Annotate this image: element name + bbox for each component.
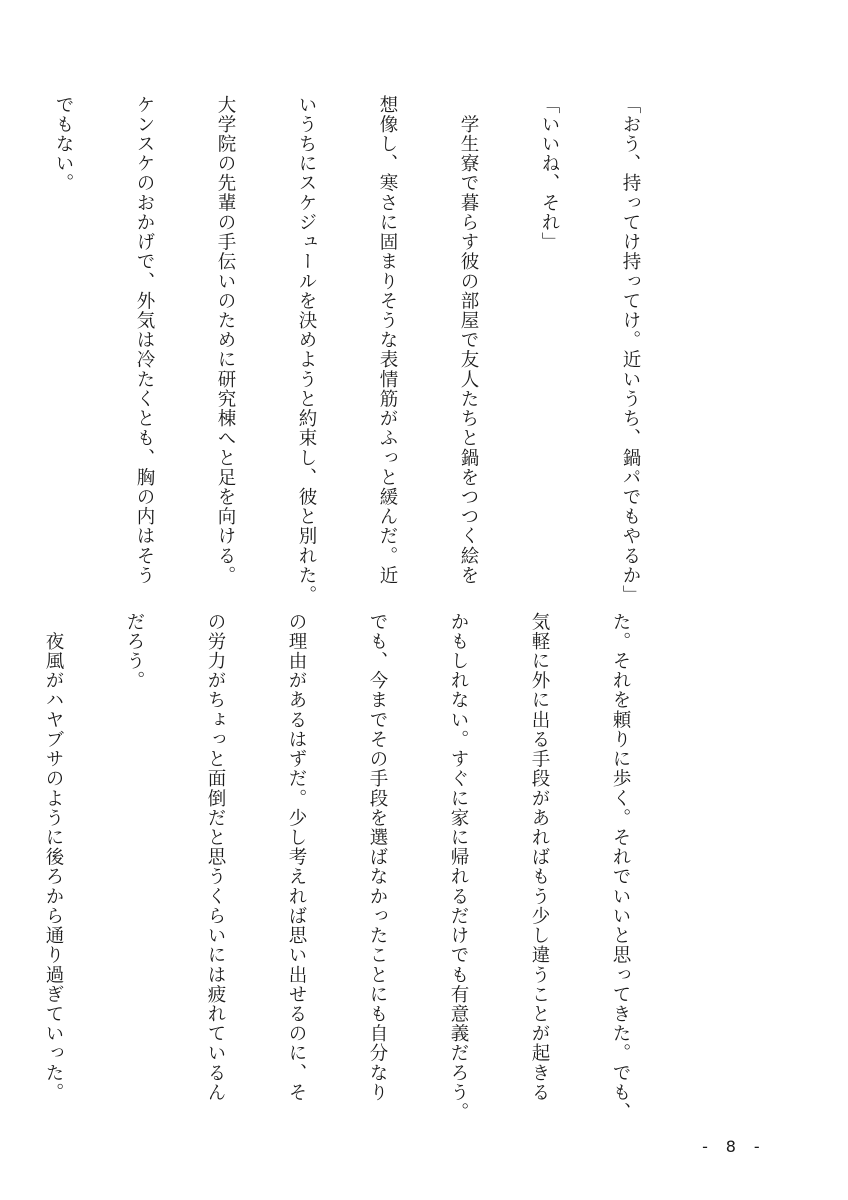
upper-text-block (0, 95, 698, 615)
text-line: 想像し、寒さに固まりそうな表情筋がふっと緩んだ。近 (377, 95, 398, 586)
text-line: でも、今までその手段を選ばなかったことにも自分なり (367, 612, 388, 1103)
page-number: - 8 - (702, 1137, 766, 1156)
text-line: 学生寮で暮らす彼の部屋で友人たちと鍋をつつく絵を (458, 95, 479, 586)
text-line: でもない。 (53, 95, 74, 194)
text-line: 夜風がハヤブサのように後ろから通り過ぎていった。 (43, 612, 64, 1103)
text-line: 「おう、持ってけ持ってけ。近いうち、鍋パでもやるか」 (620, 95, 641, 605)
text-line: た。それを頼りに歩く。それでいいと思ってきた。でも、 (610, 612, 631, 1122)
text-line: 「いいね、それ」 (539, 95, 560, 252)
text-line: の労力がちょっと面倒だと思うくらいには疲れているん (205, 612, 226, 1103)
text-line: の理由があるはずだ。少し考えれば思い出せるのに、そ (286, 612, 307, 1103)
lower-text-block (0, 612, 688, 1122)
text-line: ケンスケのおかげで、外気は冷たくとも、胸の内はそう (134, 95, 155, 586)
text-line: 大学院の先輩の手伝いのために研究棟へと足を向ける。 (215, 95, 236, 586)
text-line: だろう。 (124, 612, 145, 691)
text-line: 気軽に外に出る手段があればもう少し違うことが起きる (529, 612, 550, 1103)
text-line: かもしれない。すぐに家に帰れるだけでも有意義だろう。 (448, 612, 469, 1122)
text-line: いうちにスケジュールを決めようと約束し、彼と別れた。 (296, 95, 317, 605)
